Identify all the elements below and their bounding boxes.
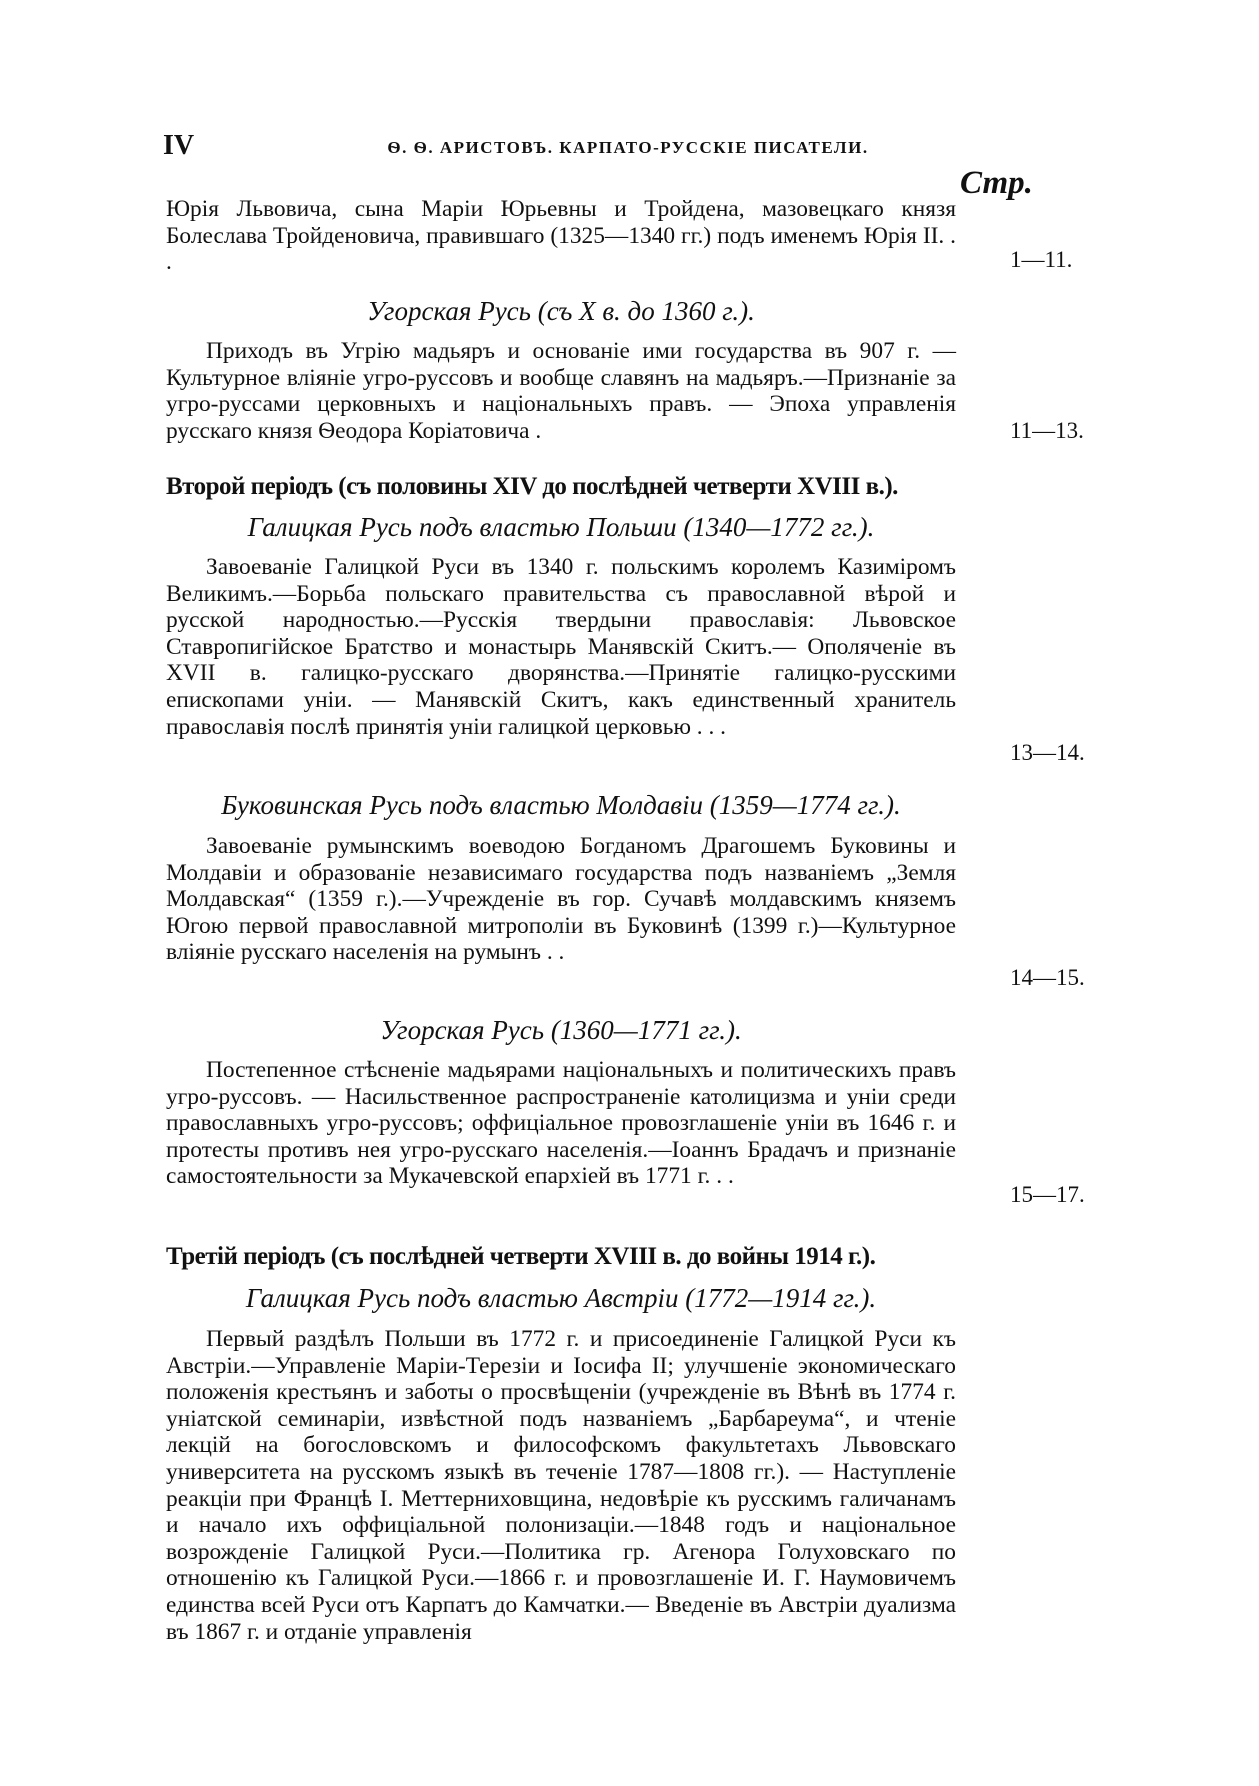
entry-text: Завоеваніе румынскимъ воеводою Богданомъ Драгошемъ Буковины и Молдавіи и образованіе независимаго государства подъ названіемъ „Земля Молдавская“ (1359 г.).—Учрежденіе въ гор. Сучавѣ молдавскимъ княземъ Югою первой православной митрополіи въ Буковинѣ (1399 г.)—Культурное вліяніе русскаго населенія на румынъ . . (166, 833, 956, 966)
toc-entry (166, 1057, 956, 1190)
entry-pages: 15—17. (1010, 1182, 1085, 1207)
toc-entry (166, 196, 956, 276)
subsection-heading: Галицкая Русь подъ властью Польши (1340—1772 гг.). (247, 512, 875, 542)
subsection-heading: Угорская Русь (съ X в. до 1360 г.). (367, 296, 755, 326)
entry-text: Завоеваніе Галицкой Руси въ 1340 г. польскимъ королемъ Казиміромъ Великимъ.—Борьба польскаго правительства съ православной вѣрой и русской народностью.—Русскія твердыни православія: Львовское Ставропигійское Братство и монастырь Манявскій Скитъ.— Ополяченіе въ XVII в. галицко-русскаго дворянства.—Принятіе галицко-русскими епископами уніи. — Манявскій Скитъ, какъ единственный хранитель православія послѣ принятія уніи галицкой церковью . . . (166, 554, 956, 740)
running-title: Ѳ. Ѳ. АРИСТОВЪ. КАРПАТО-РУССКІЕ ПИСАТЕЛИ. (387, 138, 869, 157)
entry-text: Постепенное стѣсненіе мадьярами національныхъ и политическихъ правъ угро-руссовъ. — Насильственное распространеніе католицизма и уніи среди православныхъ угро-руссовъ; оффиціальное провозглашеніе уніи въ 1646 г. и протесты противъ нея угро-русскаго населенія.—Іоаннъ Брадачъ и признаніе самостоятельности за Мукачевской епархіей въ 1771 г. . . (166, 1057, 956, 1190)
toc-entry (166, 554, 956, 740)
page-header (163, 130, 1093, 164)
entry-pages: 13—14. (1010, 740, 1085, 765)
entry-text: Первый раздѣлъ Польши въ 1772 г. и присоединеніе Галицкой Руси къ Австріи.—Управленіе Маріи-Терезіи и Іосифа II; улучшеніе экономическаго положенія крестьянъ и заботы о просвѣщеніи (учрежденіе въ Вѣнѣ въ 1774 г. уніатской семинаріи, извѣстной подъ названіемъ „Барбареума“, и чтеніе лекцій на богословскомъ и философскомъ факультетахъ Львовскаго университета на русскомъ языкѣ въ теченіе 1787—1808 гг.). — Наступленіе реакціи при Францѣ I. Меттерниховщина, недовѣріе къ русскимъ галичанамъ и начало ихъ оффиціальной полонизаціи.—1848 годъ и національное возрожденіе Галицкой Руси.—Политика гр. Агенора Голуховскаго по отношенію къ Галицкой Руси.—1866 г. и провозглашеніе И. Г. Наумовичемъ единства всей Руси отъ Карпатъ до Камчатки.— Введеніе въ Австріи дуализма въ 1867 г. и отданіе управленія (166, 1326, 956, 1645)
subsection-heading: Буковинская Русь подъ властью Молдавіи (1359—1774 гг.). (221, 790, 901, 820)
entry-pages: 11—13. (1010, 418, 1084, 443)
entry-pages: 1—11. (1010, 247, 1073, 272)
period-heading: Второй періодъ (съ половины XIV до послѣдней четверти XVIII в.). (166, 473, 898, 500)
toc-entry (166, 338, 956, 444)
toc-entry (166, 1326, 956, 1645)
subsection-heading: Угорская Русь (1360—1771 гг.). (380, 1015, 742, 1045)
subsection-heading: Галицкая Русь подъ властью Австріи (1772—1914 гг.). (245, 1283, 877, 1313)
entry-text: Юрія Львовича, сына Маріи Юрьевны и Тройдена, мазовецкаго князя Болеслава Тройденовича, правившаго (1325—1340 гг.) подъ именемъ Юрія II. . . (166, 196, 956, 276)
period-heading: Третій періодъ (съ послѣдней четверти XVIII в. до войны 1914 г.). (166, 1243, 876, 1270)
toc-entry (166, 833, 956, 966)
page-column-label: Стр. (960, 165, 1033, 201)
entry-pages: 14—15. (1010, 965, 1085, 990)
entry-text: Приходъ въ Угрію мадьяръ и основаніе ими государства въ 907 г. — Культурное вліяніе угро-руссовъ и вообще славянъ на мадьяръ.—Признаніе за угро-руссами церковныхъ и національныхъ правъ. — Эпоха управленія русскаго князя Ѳеодора Коріатовича . (166, 338, 956, 444)
page-number: IV (163, 130, 195, 161)
